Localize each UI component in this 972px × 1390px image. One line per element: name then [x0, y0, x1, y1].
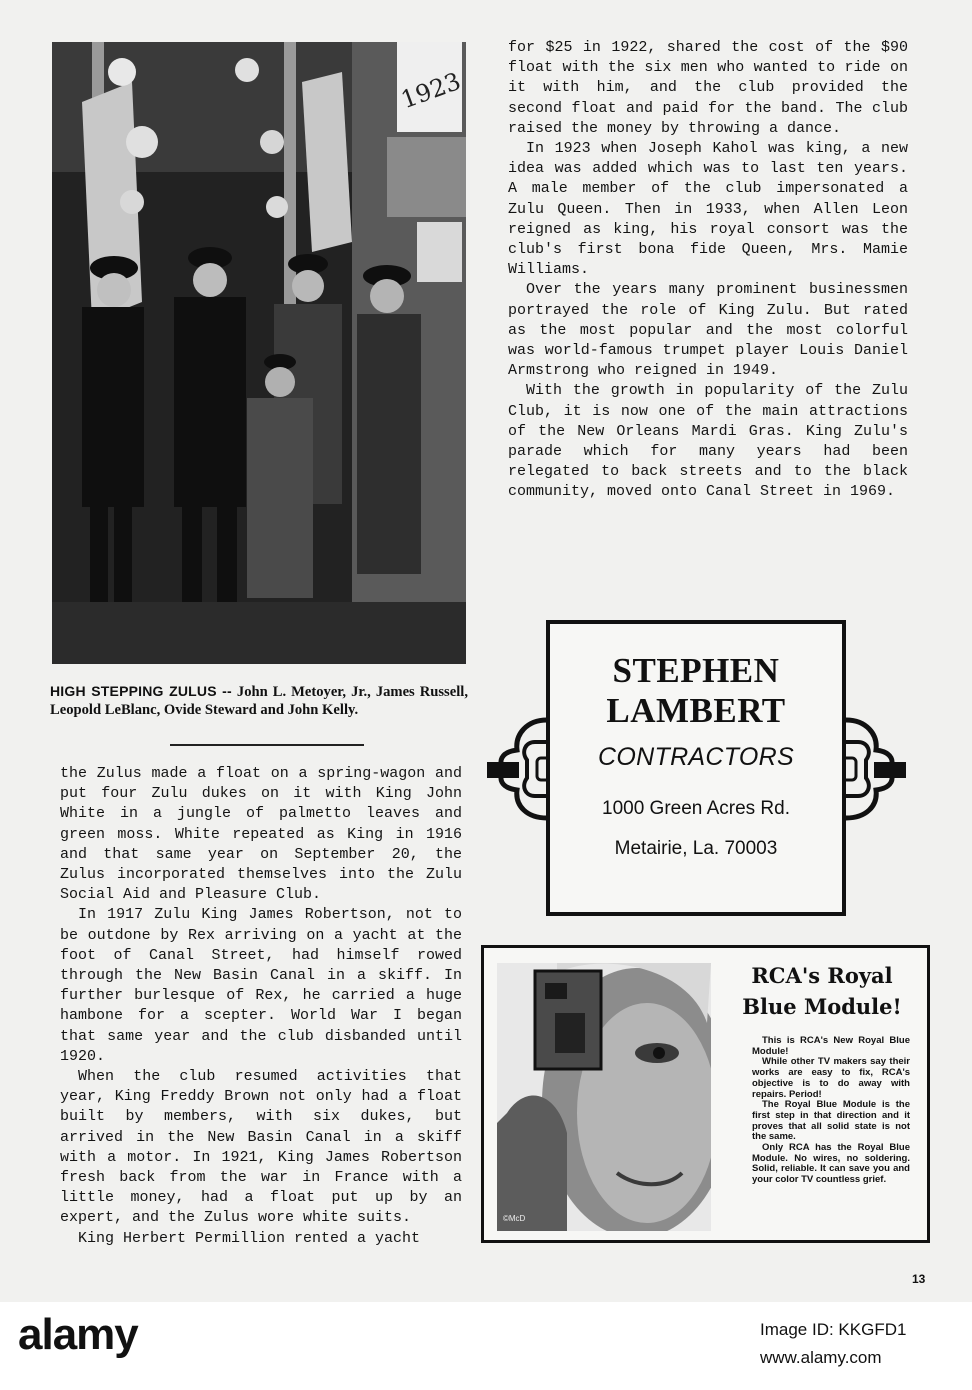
ad-city: Metairie, La. 70003 — [614, 838, 778, 859]
article-paragraph: Over the years many prominent businessmen portrayed the role of King Zulu. But rated as the most popular and the most colorful was world-famous trumpet player Louis Daniel Armstrong who reigned in 1949. — [508, 281, 908, 380]
article-paragraph: With the growth in popularity of the Zulu Club, it is now one of the main attractions of the New Orleans Mardi Gras. King Zulu's parade which for many years had been relegated to back streets and to the black community, moved onto Canal Street in 1969. — [508, 382, 908, 501]
site-url: www.alamy.com — [760, 1348, 882, 1367]
rca-paragraph: The Royal Blue Module is the first step in that direction and it proves that all solid state is not the same. — [752, 1099, 910, 1143]
image-id: Image ID: KKGFD1 — [760, 1320, 907, 1339]
ad-name-line1: STEPHEN — [612, 651, 780, 690]
page-number: 13 — [912, 1272, 926, 1286]
ad-contractors: CONTRACTORS — [598, 743, 794, 771]
rca-paragraph: This is RCA's New Royal Blue Module! — [752, 1035, 910, 1057]
rca-headline-line2: Blue Module! — [742, 994, 902, 1019]
alamy-logo: alamy — [18, 1310, 138, 1359]
article-left-column — [60, 764, 462, 1249]
article-right-column — [508, 38, 908, 503]
caption-divider — [170, 744, 364, 746]
article-paragraph: for $25 in 1922, shared the cost of the $90 float with the six men who wanted to ride on it with him, and the club provided the second float and paid for the band. The club raised the money by throwing a dance. — [508, 39, 908, 137]
stock-footer — [0, 1302, 972, 1390]
article-paragraph: King Herbert Permillion rented a yacht — [78, 1229, 421, 1247]
article-paragraph: In 1917 Zulu King James Robertson, not to be outdone by Rex arriving on a yacht at the foot of Canal Street, had himself rowed through the New Basin Canal in a skiff. In further burlesque of Rex, he carried a huge hambone for a scepter. World War I began that same year and the club disbanded until 1920. — [60, 906, 462, 1065]
rca-paragraph: Only RCA has the Royal Blue Module. No wires, no soldering. Solid, reliable. It can save you and your color TV countless grief. — [752, 1142, 910, 1186]
ad-address: 1000 Green Acres Rd. — [602, 798, 790, 819]
zulus-photograph — [52, 42, 466, 664]
rca-headline-line1: RCA's Royal — [751, 963, 893, 988]
rca-paragraph: While other TV makers say their works are easy to fix, RCA's objective is to do away with repairs. Period! — [752, 1056, 910, 1100]
stephen-lambert-ad — [546, 620, 846, 916]
rca-headline — [722, 960, 922, 1022]
caption-names: John L. Metoyer, Jr., James Russell, Leopold LeBlanc, Ovide Steward and John Kelly. — [50, 684, 468, 718]
article-paragraph: the Zulus made a float on a spring-wagon and put four Zulu dukes on it with King John White in a jungle of palmetto leaves and green moss. White repeated as King in 1916 and that same year on September 20, the Zulus incorporated themselves into the Zulu Social Aid and Pleasure Club. — [60, 765, 462, 904]
article-paragraph: When the club resumed activities that year, King Freddy Brown not only had a float built by members, with six dukes, but arrived in the New Basin Canal in a skiff with a motor. In 1921, King James Robertson fresh back from the war in France with a little money, had a float put up by an expert, and the Zulus wore white suits. — [60, 1068, 462, 1227]
rca-body — [752, 1036, 910, 1186]
caption-lead: HIGH STEPPING ZULUS -- — [50, 683, 232, 699]
rca-ad-photo — [497, 963, 711, 1231]
photo-caption — [50, 682, 468, 719]
rca-ad — [481, 945, 930, 1243]
article-paragraph: In 1923 when Joseph Kahol was king, a new idea was added which was to last ten years. A male member of the club impersonated a Zulu Queen. Then in 1933, when Allen Leon reigned as king, his royal consort was the club's first bona fide Queen, Mrs. Mamie Williams. — [508, 140, 908, 279]
photo-inscription: 1923 — [397, 66, 465, 115]
rca-photo-credit: ©McD — [503, 1214, 526, 1223]
ad-name-line2: LAMBERT — [606, 691, 786, 730]
